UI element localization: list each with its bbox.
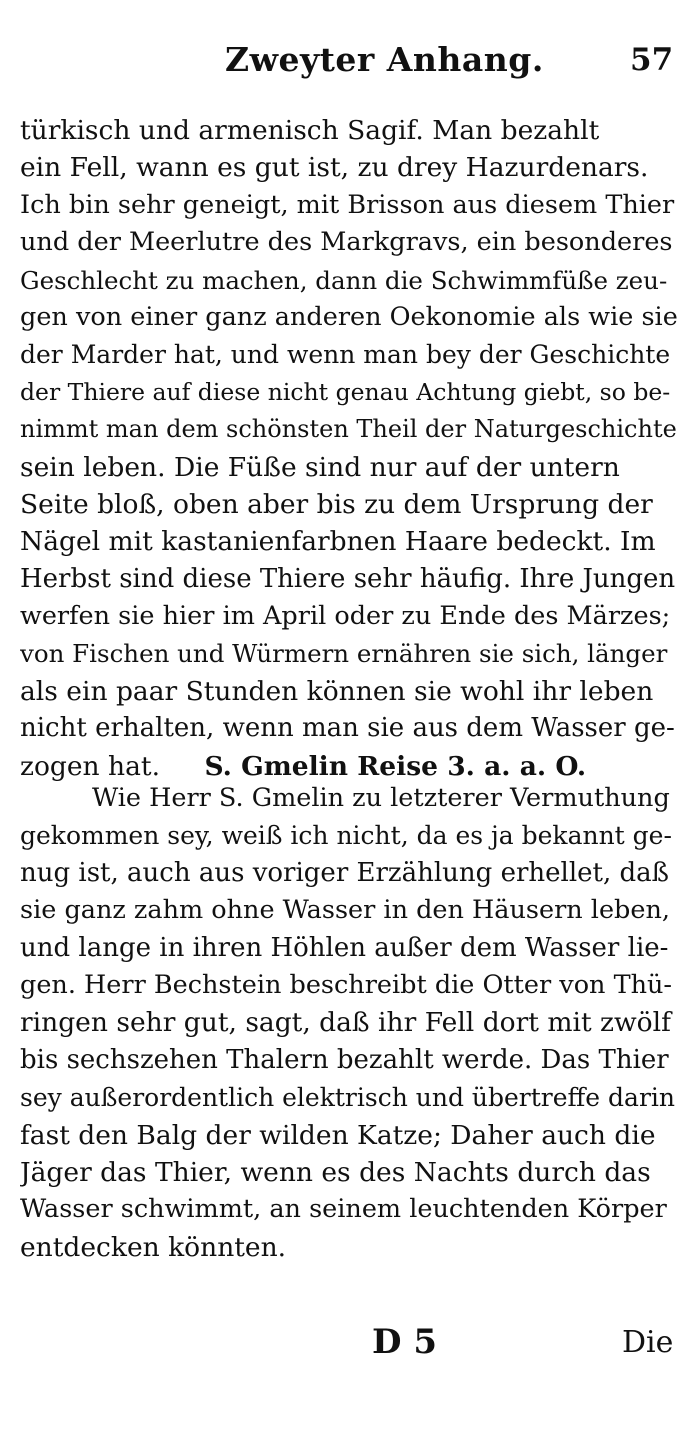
text-line: fast den Balg der wilden Katze; Daher auch die (20, 1119, 656, 1151)
paragraph-2 (20, 780, 678, 1266)
text-line: der Thiere auf diese nicht genau Achtung giebt, so be- (20, 377, 671, 406)
text-line: Nägel mit kastanienfarbnen Haare bedeckt. Im (20, 526, 656, 558)
citation: S. Gmelin Reise 3. a. a. O. (204, 750, 587, 782)
text-line: gen. Herr Bechstein beschreibt die Otter von Thü- (20, 969, 673, 1000)
signature-mark: D 5 (372, 1322, 437, 1362)
text-line: Seite bloß, oben aber bis zu dem Ursprung der (20, 488, 653, 520)
catchword: Die (622, 1325, 674, 1360)
text-line: Herbst sind diese Thiere sehr häufig. Ihre Jungen (20, 563, 676, 594)
running-head: Zweyter Anhang. (225, 40, 544, 79)
text-line: gen von einer ganz anderen Oekonomie als wie sie (20, 301, 678, 332)
text-line: ein Fell, wann es gut ist, zu drey Hazurdenars. (20, 152, 649, 184)
text-line: Ich bin sehr geneigt, mit Brisson aus diesem Thier (20, 189, 675, 220)
text-line: sey außerordentlich elektrisch und übertreffe darin (20, 1083, 675, 1113)
text-line: Wasser schwimmt, an seinem leuchtenden Körper (20, 1194, 667, 1225)
text-line: der Marder hat, und wenn man bey der Geschichte (20, 340, 671, 370)
text-line: Geschlecht zu machen, dann die Schwimmfüße zeu- (20, 265, 668, 295)
text-line: werfen sie hier im April oder zu Ende des Märzes; (20, 601, 671, 632)
text-line: nicht erhalten, wenn man sie aus dem Wasser ge- (20, 713, 675, 744)
text-line: ringen sehr gut, sagt, daß ihr Fell dort mit zwölf (20, 1007, 671, 1039)
text-line: nimmt man dem schönsten Theil der Naturgeschichte (20, 415, 677, 444)
page-number: 57 (630, 42, 674, 78)
paragraph-1 (20, 112, 678, 785)
text-line: bis sechszehen Thalern bezahlt werde. Das Thier (20, 1044, 669, 1075)
text-line: Jäger das Thier, wenn es des Nachts durch das (20, 1156, 651, 1188)
text-line: sie ganz zahm ohne Wasser in den Häusern leben, (20, 895, 671, 926)
text-line: entdecken könnten. (20, 1231, 287, 1263)
text-line: Wie Herr S. Gmelin zu letzterer Vermuthung (92, 783, 670, 813)
text-line: von Fischen und Würmern ernähren sie sich, länger (20, 639, 668, 669)
text-line: gekommen sey, weiß ich nicht, da es ja bekannt ge- (20, 821, 672, 851)
text-line: und lange in ihren Höhlen außer dem Wasser lie- (20, 932, 669, 963)
text-line: sein leben. Die Füße sind nur auf der untern (20, 451, 620, 483)
text-line: als ein paar Stunden können sie wohl ihr leben (20, 675, 654, 707)
text-line: türkisch und armenisch Sagif. Man bezahlt (20, 115, 600, 146)
page-header (0, 30, 700, 100)
text-line: nug ist, auch aus voriger Erzählung erhellet, daß (20, 857, 670, 888)
text-line: und der Meerlutre des Markgravs, ein besonderes (20, 227, 673, 258)
text-line-end: zogen hat. (20, 750, 160, 782)
